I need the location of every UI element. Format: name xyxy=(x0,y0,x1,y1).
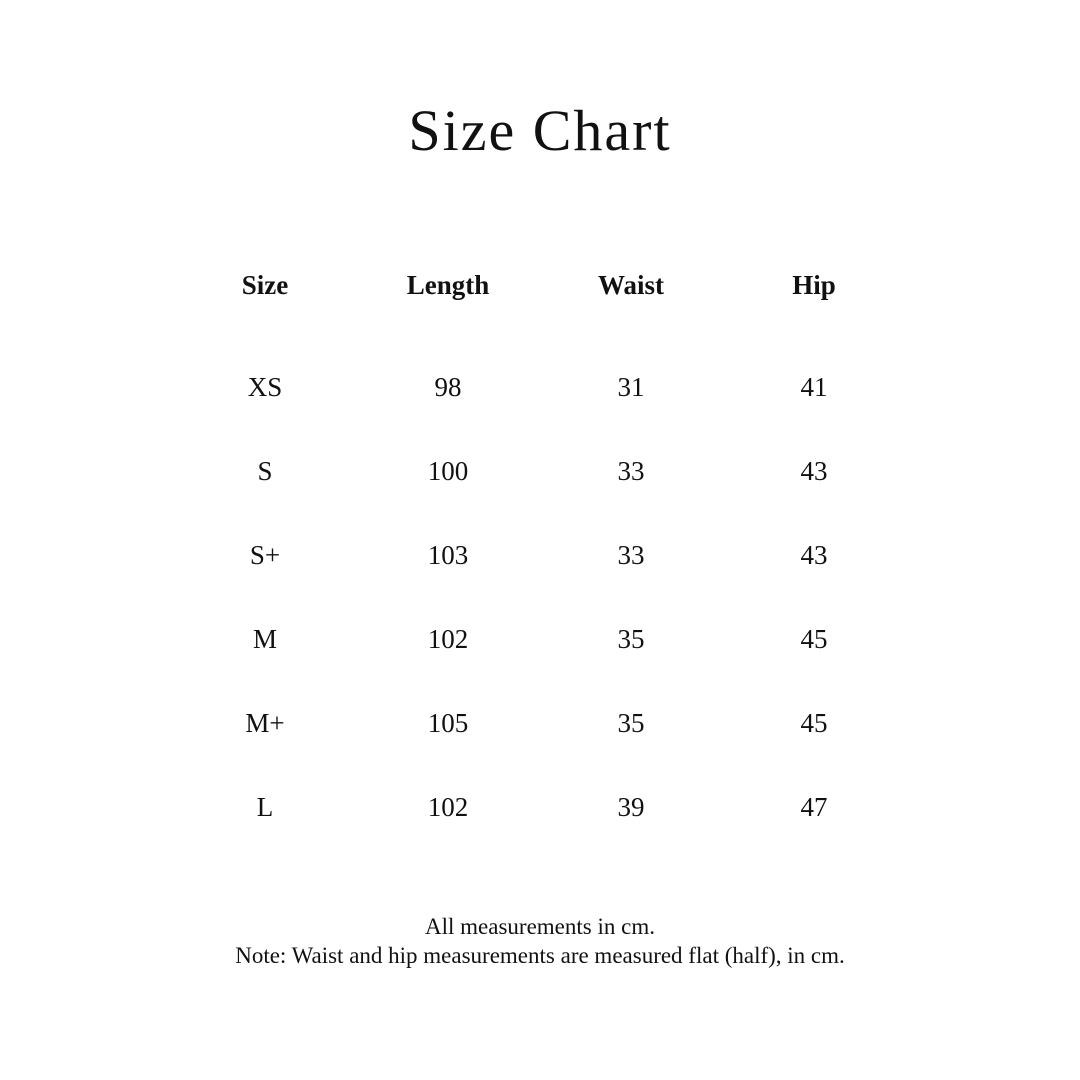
table-cell-length: 102 xyxy=(427,624,469,654)
table-cell-size: XS xyxy=(247,372,283,402)
table-cell-size: L xyxy=(256,792,274,822)
table-cell-size: S xyxy=(257,456,273,486)
table-cell-size: M+ xyxy=(245,708,285,738)
units-note: All measurements in cm. xyxy=(425,914,655,939)
column-header-waist: Waist xyxy=(597,270,664,300)
table-cell-hip: 45 xyxy=(800,708,828,738)
table-cell-waist: 33 xyxy=(617,540,645,570)
footer-notes xyxy=(0,912,1080,970)
table-cell-hip: 43 xyxy=(800,540,828,570)
column-header-length: Length xyxy=(406,270,490,300)
column-header-size: Size xyxy=(241,270,289,300)
table-cell-length: 105 xyxy=(427,708,469,738)
table-cell-hip: 43 xyxy=(800,456,828,486)
table-cell-waist: 33 xyxy=(617,456,645,486)
table-cell-length: 102 xyxy=(427,792,469,822)
table-cell-length: 103 xyxy=(427,540,469,570)
table-cell-length: 100 xyxy=(427,456,469,486)
table-cell-hip: 41 xyxy=(800,372,828,402)
table-cell-waist: 35 xyxy=(617,624,645,654)
page-title: Size Chart xyxy=(408,98,672,163)
table-cell-hip: 45 xyxy=(800,624,828,654)
table-cell-waist: 39 xyxy=(617,792,645,822)
table-cell-waist: 31 xyxy=(617,372,645,402)
table-cell-length: 98 xyxy=(434,372,462,402)
table-cell-size: S+ xyxy=(249,540,281,570)
table-cell-waist: 35 xyxy=(617,708,645,738)
table-cell-size: M xyxy=(252,624,277,654)
column-header-hip: Hip xyxy=(792,270,836,300)
table-cell-hip: 47 xyxy=(800,792,828,822)
flat-measurement-note: Note: Waist and hip measurements are measured flat (half), in cm. xyxy=(235,943,845,968)
